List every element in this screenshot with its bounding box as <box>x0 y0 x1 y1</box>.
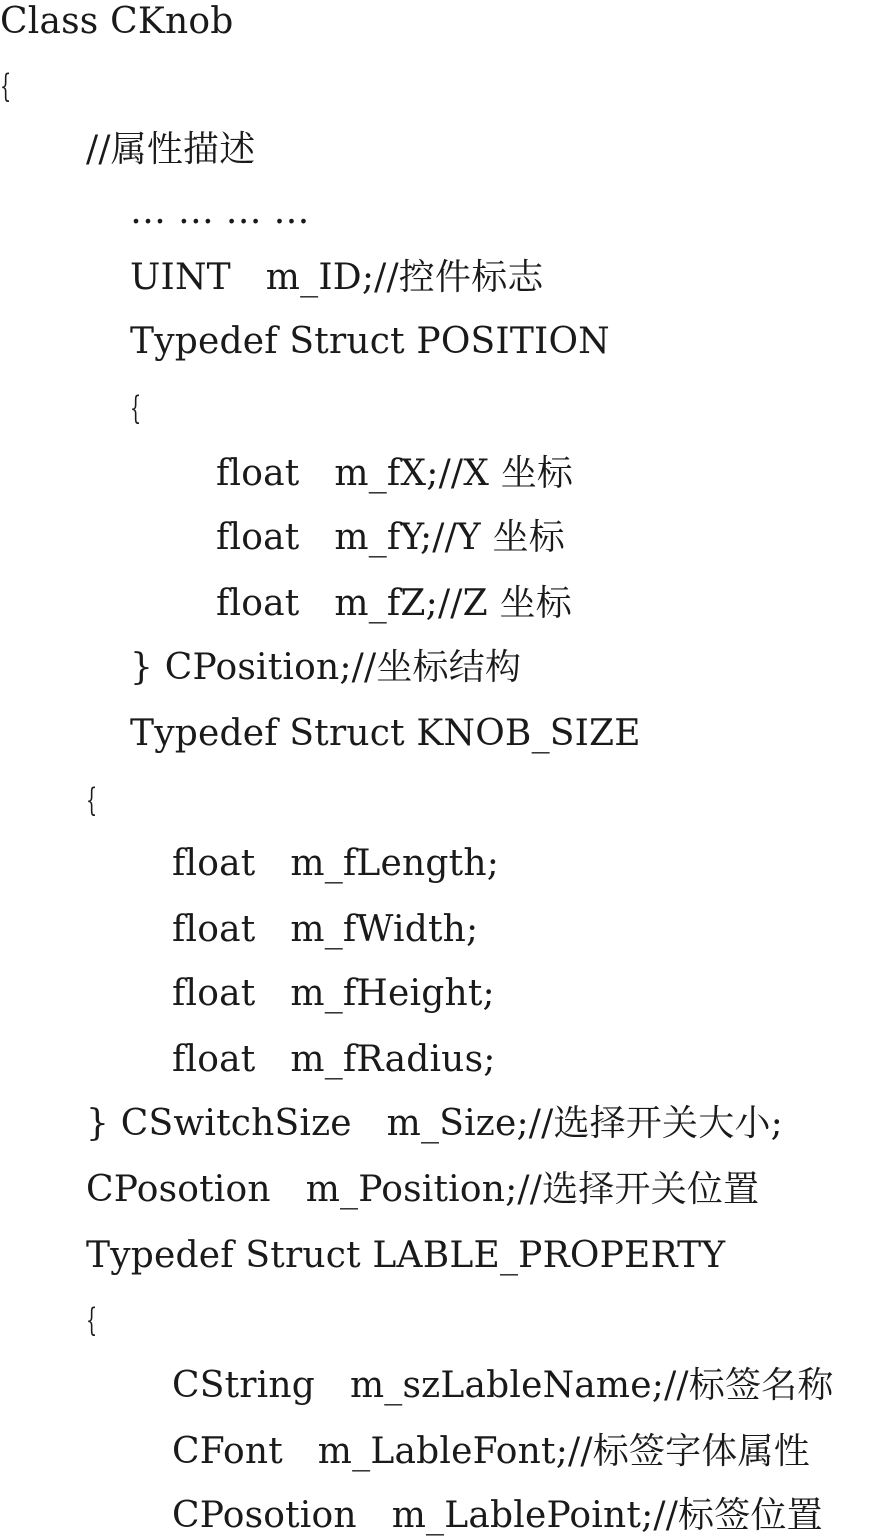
code-line-field-x: float m_fX;//X 坐标 <box>216 453 574 494</box>
code-line-field-height: float m_fHeight; <box>172 973 495 1014</box>
code-line-field-length: float m_fLength; <box>172 843 500 884</box>
code-line-field-y: float m_fY;//Y 坐标 <box>216 517 565 558</box>
code-line-open-brace <box>86 778 107 822</box>
code-line-field-width: float m_fWidth; <box>172 909 479 950</box>
code-line-field-radius: float m_fRadius; <box>172 1039 496 1080</box>
code-line-lable-name: CString m_szLableName;//标签名称 <box>172 1365 834 1406</box>
code-line-ellipsis: … … … … <box>130 191 310 232</box>
code-line-field-z: float m_fZ;//Z 坐标 <box>216 583 572 624</box>
code-line-open-brace <box>86 1298 107 1342</box>
code-line-typedef-lable: Typedef Struct LABLE_PROPERTY <box>86 1235 726 1276</box>
code-line-lable-font: CFont m_LableFont;//标签字体属性 <box>172 1431 810 1472</box>
code-line-cposotion: CPosotion m_Position;//选择开关位置 <box>86 1169 760 1210</box>
code-line-cposition: } CPosition;//坐标结构 <box>130 647 522 688</box>
code-line-typedef-knob-size: Typedef Struct KNOB_SIZE <box>130 713 641 754</box>
code-line-uint-id: UINT m_ID;//控件标志 <box>130 257 544 298</box>
code-line-open-brace <box>0 64 21 108</box>
code-line-lable-point: CPosotion m_LablePoint;//标签位置 <box>172 1495 823 1536</box>
code-line-class-declaration: Class CKnob <box>0 1 234 42</box>
code-line-typedef-position: Typedef Struct POSITION <box>130 321 610 362</box>
open-brace: { <box>0 67 12 105</box>
open-brace: { <box>130 389 142 427</box>
code-line-cswitchsize: } CSwitchSize m_Size;//选择开关大小; <box>86 1103 783 1144</box>
open-brace: { <box>86 781 98 819</box>
code-line-comment: //属性描述 <box>86 129 256 170</box>
code-line-open-brace <box>130 386 151 430</box>
open-brace: { <box>86 1301 98 1339</box>
